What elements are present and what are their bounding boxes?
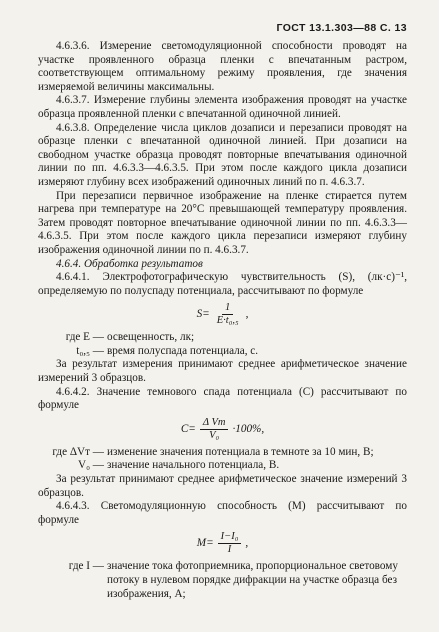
section-heading-4-6-4: [38, 258, 407, 272]
paragraph-4-6-4-3: 4.6.4.3. Светомодуляционную способность (М) рассчитывают по формуле: [38, 500, 407, 526]
formula-modulation: [38, 531, 407, 556]
formula-2-lhs: C=: [180, 422, 196, 435]
definition-symbol: где I —: [68, 560, 104, 573]
definition-row: [38, 459, 407, 473]
definition-row: [38, 345, 407, 359]
paragraph-result-1: За результат измерения принимают среднее арифметическое значение измерений 3 образцов.: [38, 358, 407, 385]
paragraph-4-6-4-2: 4.6.4.2. Значение темнового спада потенциала (С) рассчитывают по формуле: [38, 385, 407, 412]
paragraph-4-6-4-1: 4.6.4.1. Электрофотографическую чувствительность (S), (лк·с)⁻¹, определяемую по полуспаду потенциала, рассчитывают по формуле: [38, 271, 407, 297]
paragraph-rewrite: При перезаписи первичное изображение на пленке стирается путем нагрева при температуре на 20°С превышающей температуру проявления. Затем проводят повторное впечатывание одиночной линии по пп. 4.6.3.3—4.6.3.5. При этом после каждого цикла перезаписи измеряют глубину изображения одиночной линии по п. 4.6.3.7.: [38, 189, 407, 256]
definition-text: значение начального потенциала, В.: [107, 459, 280, 472]
page-header: ГОСТ 13.1.303—88 С. 13: [276, 22, 407, 34]
definition-row: [38, 331, 407, 345]
definition-text: освещенность, лк;: [107, 331, 195, 344]
formula-3-denominator: I: [227, 544, 232, 556]
definition-row: [38, 446, 407, 460]
definitions-3: [38, 560, 407, 601]
definition-text: время полуспада потенциала, с.: [107, 344, 259, 357]
paragraph-4-6-3-7: 4.6.3.7. Измерение глубины элемента изображения проводят на участке образца проявленной пленки с впечатанной одиночной линией.: [38, 94, 407, 120]
definition-symbol: t₀,₅ —: [76, 344, 104, 357]
formula-1-lhs: S=: [196, 307, 210, 320]
formula-1-fraction: [214, 302, 242, 327]
formula-1-denominator: E·t₀,₅: [216, 315, 239, 327]
document-body: [38, 40, 407, 601]
formula-3-fraction: [218, 531, 242, 556]
formula-3-numerator: I−I₀: [218, 531, 242, 544]
paragraph-result-2: За результат принимают среднее арифметическое значение измерений 3 образцов.: [38, 473, 407, 499]
formula-1-numerator: 1: [222, 302, 233, 315]
formula-2-denominator: V₀: [209, 429, 220, 441]
formula-2-fraction: [200, 417, 229, 442]
formula-sensitivity: [38, 302, 407, 327]
paragraph-4-6-3-6: 4.6.3.6. Измерение светомодуляционной способности проводят на участке проявленного образца пленки с впечатанным растром, соответствующем оптимальному режиму проявления, где значения измеряемой величины максимальны.: [38, 40, 407, 93]
formula-dark-decay: [38, 417, 407, 442]
definition-row: [38, 560, 407, 601]
formula-2-tail: ·100%,: [232, 422, 265, 435]
definition-symbol: V₀ —: [78, 459, 104, 472]
definition-symbol: где E —: [65, 331, 104, 344]
definition-text: значение тока фотоприемника, пропорциональное световому потоку в нулевом порядке дифракции на участке образца без изображения, А;: [107, 560, 398, 600]
paragraph-4-6-3-8: 4.6.3.8. Определение числа циклов дозаписи и перезаписи проводят на образце пленки с впечатанной одиночной линией. При дозаписи на свободном участке образца проводят повторные впечатывания одиночной линии по пп. 4.6.3.3—4.6.3.5. При этом после каждого цикла дозаписи измеряют глубину всех изображений одиночных линий по п. 4.6.3.7.: [38, 121, 407, 188]
formula-3-lhs: M=: [196, 537, 214, 550]
definitions-2: [38, 446, 407, 473]
section-heading-text: 4.6.4. Обработка результатов: [56, 257, 203, 270]
definition-symbol: где ΔVт —: [52, 445, 104, 458]
definitions-1: [38, 331, 407, 358]
definition-text: изменение значения потенциала в темноте за 10 мин, В;: [107, 445, 374, 458]
formula-3-tail: ,: [245, 537, 249, 550]
formula-1-tail: ,: [245, 307, 249, 320]
formula-2-numerator: Δ Vт: [200, 417, 229, 430]
